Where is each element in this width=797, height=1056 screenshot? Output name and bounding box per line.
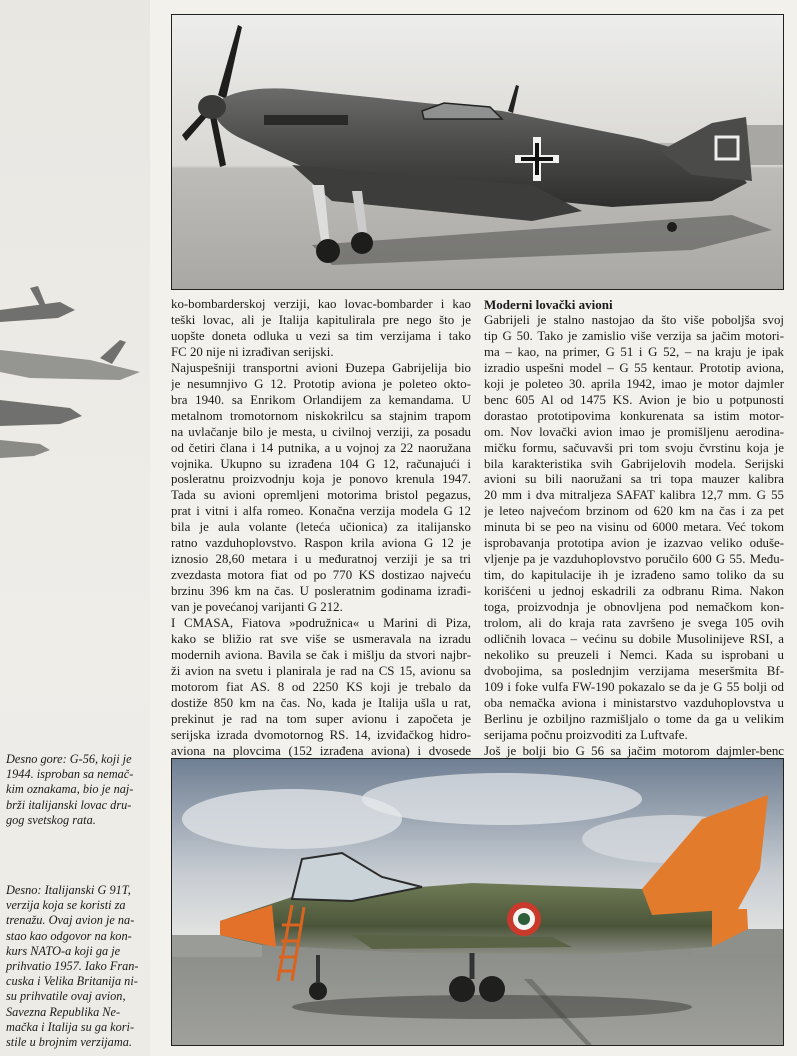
text-line: van je povećanoj varijanti G 212. bbox=[171, 600, 343, 615]
caption-top-photo bbox=[6, 752, 148, 828]
fighter-aircraft-image bbox=[172, 15, 783, 289]
text-line: izradio uspešni model – G 55 kentaur. Prototip aviona, bbox=[484, 360, 784, 375]
text-line: iznosio 28,60 metara i u međuratnoj verziji je sa tri bbox=[171, 552, 471, 567]
text-line: posleratnu proizvodnju koja je ponovo krenula 1947. bbox=[171, 472, 471, 487]
text-line: 109 i foke vulfa FW-190 pokazalo se da je G 55 bolji od bbox=[484, 679, 784, 694]
caption-line: brži italijanski lovac dru- bbox=[6, 797, 132, 812]
text-line: 20 mm i dva mitraljeza SAFAT kalibra 12,7 mm. G 55 bbox=[484, 488, 784, 503]
right-column-text bbox=[484, 313, 784, 776]
text-line: dostiže 850 km na čas. No, kada je Italija ušla u rat, bbox=[171, 695, 471, 710]
caption-line: trenažu. Ovaj avion je na- bbox=[6, 913, 135, 928]
text-line: benc 605 Al od 1475 KS. Avion je bio u potpunosti bbox=[484, 392, 784, 407]
text-line: brzinu 396 km na čas. U posleratnim godinama izrađi- bbox=[171, 584, 471, 599]
text-line: avioni su bili naoružani sa tri topa mauzer kalibra bbox=[484, 472, 784, 487]
text-line: tip G 50. Tako je zamislio više verzija sa jačim motori- bbox=[484, 328, 784, 343]
left-column-text bbox=[171, 297, 471, 776]
text-line: I CMASA, Fiatova »podružnica« u Marini di Piza, bbox=[171, 616, 471, 631]
faded-aircraft-formation-image bbox=[0, 280, 150, 480]
caption-line: Savezna Republika Ne- bbox=[6, 1004, 121, 1019]
text-line: od četiri člana i 14 putnika, a u vojnoj za 22 naoružana bbox=[171, 440, 471, 455]
text-line: bila je aula volante (leteća učionica) za italijansko bbox=[171, 520, 471, 535]
text-line: ma – kao, na primer, G 51 i G 52, – na kraju je ipak bbox=[484, 344, 784, 359]
text-line: koji je poleteo 30. aprila 1942, imao je motor dajmler bbox=[484, 376, 784, 391]
text-line: je leteo najvećom brzinom od 620 km na čas i za pet bbox=[484, 504, 784, 519]
caption-bottom-photo bbox=[6, 883, 148, 1050]
text-line: modernih aviona. Bavila se čak i mišlju da stvori najbr- bbox=[171, 647, 471, 662]
text-line: prekinut je rad na tom super avionu i započeta je bbox=[171, 711, 471, 726]
caption-line: stile u brojnim verzijama. bbox=[6, 1035, 132, 1050]
caption-line: 1944. isproban sa nemač- bbox=[6, 767, 134, 782]
caption-line: verzija koja se koristi za bbox=[6, 898, 126, 913]
text-line: vojnika. Ukupno su izrađena 104 G 12, računajući i bbox=[171, 456, 471, 471]
text-line: prat i vitni i alfa romeo. Konačna verzija modela G 12 bbox=[171, 504, 471, 519]
text-line: vljenje pa je vazduhoplovstvo poručilo 600 G 55. Među- bbox=[484, 552, 784, 567]
text-line: oba nemačka aviona i ministarstvo vazduhoplovstva u bbox=[484, 695, 784, 710]
text-line: nekoliko su preuzeli i Nemci. Kada su isprobani u bbox=[484, 647, 784, 662]
caption-line: gog svetskog rata. bbox=[6, 812, 96, 827]
caption-line: kim oznakama, bio je naj- bbox=[6, 782, 134, 797]
text-line: isprobavanja prototipa avion je izazvao veliko oduše- bbox=[484, 536, 784, 551]
bottom-photo-g91t-trainer bbox=[171, 758, 784, 1046]
text-line: minuta bi se peo na visinu od 6000 metara. Već tokom bbox=[484, 520, 784, 535]
text-line: Još je bolji bio G 56 sa jačim motorom dajmler-benc bbox=[484, 743, 784, 758]
text-line: odličnih lovaca – većinu su dobile Musolinijeve RSI, a bbox=[484, 632, 784, 647]
text-line: Najuspešniji transportni avioni Đuzepa Gabrijelija bio bbox=[171, 360, 471, 375]
caption-line: prihvatio 1957. Iako Fran- bbox=[6, 959, 139, 974]
text-line: uopšte doneta odluka u vezi sa tim verzijama i tako bbox=[171, 328, 471, 343]
text-line: tim, do kapitulacije ih je izrađeno samo toliko da su bbox=[484, 568, 784, 583]
text-line: dvobojima, sa poslednjim verzijama meseršmita Bf- bbox=[484, 663, 784, 678]
caption-line: Desno gore: G-56, koji je bbox=[6, 752, 132, 766]
text-line: metalnom tromotornom niskokrilcu sa stajnim trapom bbox=[171, 408, 471, 423]
right-text-column bbox=[484, 297, 784, 776]
text-line: serijama počnu proizvoditi za Luftvafe. bbox=[484, 727, 688, 742]
text-line: trolom, ali do kraja rata završeno je svega 105 ovih bbox=[484, 616, 784, 631]
left-text-column bbox=[171, 297, 471, 776]
caption-line: stao kao odgovor na kon- bbox=[6, 928, 132, 943]
text-line: ko-bombarderskoj verziji, kao lovac-bombarder i kao bbox=[171, 297, 471, 311]
text-line: Berlinu je ozbiljno razmišljalo o tome da ga u velikim bbox=[484, 711, 784, 726]
text-line: na uvlačanje bilo je mesta, u civilnoj verziji, za posadu bbox=[171, 424, 471, 439]
text-line: ži avion na svetu i planirala je rad na CS 15, avionu sa bbox=[171, 663, 471, 678]
top-photo-g56-fighter bbox=[171, 14, 784, 290]
text-line: Tada su avioni opremljeni motorima bristol pegazus, bbox=[171, 488, 471, 503]
text-line: aviona na plovcima (152 izrađena aviona) i dvosede bbox=[171, 743, 471, 758]
text-line: zvezdasta motora fiat od po 770 KS dostizao najveću bbox=[171, 568, 471, 583]
text-line: kako se bližio rat sve više se usmeravala na izradu bbox=[171, 632, 471, 647]
caption-line: Desno: Italijanski G 91T, bbox=[6, 883, 131, 897]
text-line: teški lovac, ali je Italija kapitulirala pre nego što je bbox=[171, 312, 471, 327]
jet-trainer-image bbox=[172, 759, 783, 1045]
text-line: bra 1940. sa Enrikom Orlandijem za kemandama. U bbox=[171, 392, 471, 407]
text-line: je nesumnjivo G 12. Prototip aviona je poleteo okto- bbox=[171, 376, 471, 391]
text-line: FC 20 nije ni izrađivan serijski. bbox=[171, 344, 334, 359]
text-line: dorastao prototipovima konkurenata sa istim motor- bbox=[484, 408, 784, 423]
caption-line: mačka i Italija su ga kori- bbox=[6, 1019, 135, 1034]
text-line: om. Nov lovački avion imao je promišljenu aerodina- bbox=[484, 424, 784, 439]
text-line: mičku formu, sačuvavši pri tom svoju čvrstinu koja je bbox=[484, 440, 784, 455]
text-line: ratno vazduhoplovstvo. Raspon krila aviona G 12 je bbox=[171, 536, 471, 551]
text-line: Gabrijeli je stalno nastojao da što više poboljša svoj bbox=[484, 312, 784, 327]
left-margin bbox=[0, 0, 150, 1056]
text-line: korišćeni u jednoj eskadrili za odbranu Rima. Nakon bbox=[484, 584, 784, 599]
caption-line: cuska i Velika Britanija ni- bbox=[6, 974, 138, 989]
text-line: bila karakteristika svih Gabrijelovih modela. Serijski bbox=[484, 456, 784, 471]
text-line: toga, proizvodnja je obnovljena pod nemačkom kon- bbox=[484, 600, 784, 615]
caption-line: su prihvatile ovaj avion, bbox=[6, 989, 126, 1004]
text-line: serijska izrada dvomotornog RS. 14, izviđačkog hidro- bbox=[171, 727, 471, 742]
caption-line: kurs NATO-a koji ga je bbox=[6, 943, 121, 958]
text-line: motorom fiat AS. 8 od 2250 KS koji je trebalo da bbox=[171, 679, 471, 694]
section-heading: Moderni lovački avioni bbox=[484, 297, 613, 312]
